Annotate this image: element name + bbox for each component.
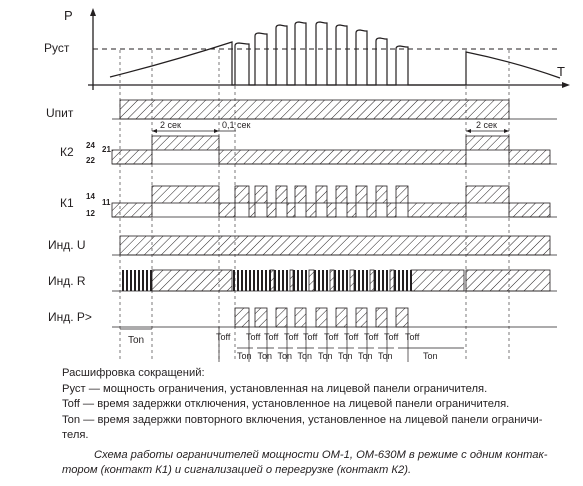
delay-2s-first: 2 сек [160, 120, 181, 130]
ind-u-block [120, 236, 550, 255]
k2-low-2 [219, 150, 466, 164]
ind-r-blink-first [142, 270, 144, 291]
k1-on-1 [255, 186, 267, 203]
k1-low-2 [219, 203, 235, 217]
k1-off-2 [287, 203, 295, 217]
ind-r-steady-7 [350, 270, 354, 291]
k2-pin-24: 24 [86, 141, 95, 150]
power-curve [110, 22, 560, 85]
ind-p-block-7 [376, 308, 387, 327]
toff-label-1: Toff [246, 332, 261, 342]
ind-r-steady-8 [370, 270, 374, 291]
ind-r-steady-4 [290, 270, 293, 291]
k1-high-1 [152, 186, 219, 203]
toff-label-4: Toff [303, 332, 318, 342]
ind-r-blink-0 [249, 270, 251, 291]
ind-r-label: Инд. R [48, 274, 86, 288]
ind-r-blink-8 [398, 270, 400, 291]
ind-p-block-4 [316, 308, 327, 327]
ind-r-blink-3 [301, 270, 303, 291]
k1-off-1 [267, 203, 276, 217]
ton-label-1: Ton [257, 351, 273, 361]
ind-r-blink-5 [338, 270, 340, 291]
ind-p-label: Инд. P> [48, 310, 92, 324]
delay-2s-last-arrow-end [504, 129, 509, 133]
k1-pin-12: 12 [86, 209, 95, 218]
ind-r-blink-7 [386, 270, 388, 291]
legend-ton: Ton — время задержки повторного включения, установленное на лицевой панели ограничи-теля. [62, 413, 543, 442]
k1-on-2 [276, 186, 287, 203]
ind-r-blink-2 [274, 270, 276, 291]
ind-r-blink-first [130, 270, 132, 291]
k2-high [152, 136, 219, 150]
ind-r-blink-5 [342, 270, 344, 291]
power-plot [44, 8, 570, 90]
ind-r-steady-10 [411, 270, 464, 291]
ton-label-3: Ton [297, 351, 313, 361]
ind-p-block-2 [276, 308, 287, 327]
ind-r-blink-2 [282, 270, 284, 291]
toff-label-8: Toff [384, 332, 399, 342]
ind-r-steady-6 [330, 270, 334, 291]
k1-pin-14: 14 [86, 192, 95, 201]
k1-on-5 [336, 186, 347, 203]
toff-label-7: Toff [364, 332, 379, 342]
k1-on-7 [376, 186, 387, 203]
toff-label-3: Toff [284, 332, 299, 342]
ind-r-blink-8 [402, 270, 404, 291]
ind-r-blink-3 [297, 270, 299, 291]
k1-off-7 [387, 203, 396, 217]
ind-r-blink-1 [253, 270, 255, 291]
ind-r-blink-0 [237, 270, 239, 291]
k1-off-4 [327, 203, 336, 217]
k1-high-end [466, 186, 509, 203]
toff-label-6: Toff [344, 332, 359, 342]
ind-r-blink-7 [382, 270, 384, 291]
ind-r-blink-1 [265, 270, 267, 291]
ind-r-blink-7 [378, 270, 380, 291]
k1-off-3 [306, 203, 316, 217]
ton-label-2: Ton [277, 351, 293, 361]
delay-2s-first-arrow [152, 129, 157, 133]
ind-r-blink-4 [318, 270, 320, 291]
ton-label-0: Ton [237, 351, 252, 361]
time-marks [120, 327, 464, 362]
ind-p-block-5 [336, 308, 347, 327]
ind-r-steady-end [466, 270, 550, 291]
k1-on-8 [396, 186, 408, 203]
ind-r-blink-8 [394, 270, 396, 291]
t-axis-arrow [562, 82, 570, 88]
ind-p-block-0 [235, 308, 249, 327]
ind-r-blink-2 [278, 270, 280, 291]
k1-on-6 [356, 186, 367, 203]
ind-r-blink-0 [233, 270, 235, 291]
ton-label-5: Ton [338, 351, 353, 361]
toff-label-9: Toff [405, 332, 420, 342]
ind-r-blink-4 [322, 270, 324, 291]
ton-label-6: Ton [358, 351, 373, 361]
k2-high-2 [466, 136, 509, 150]
ind-r-blink-0 [241, 270, 243, 291]
ind-r-blink-1 [261, 270, 263, 291]
k2-low-1 [112, 150, 152, 164]
ind-r-blink-5 [334, 270, 336, 291]
ind-r-blink-1 [257, 270, 259, 291]
k1-pin-11: 11 [102, 198, 111, 207]
ind-r-blink-4 [326, 270, 328, 291]
annotations [152, 120, 509, 133]
k1-off-0 [249, 203, 255, 217]
k1-off-6 [367, 203, 376, 217]
k1-label: К1 [60, 196, 74, 210]
ind-r-blink-5 [346, 270, 348, 291]
ind-r-blink-7 [374, 270, 376, 291]
ind-r-steady-1 [152, 270, 232, 291]
ind-r-blink-8 [406, 270, 408, 291]
k2-pin-21: 21 [102, 145, 111, 154]
t-axis-label: T [557, 64, 565, 79]
k2-low-3 [509, 150, 550, 164]
ind-p-block-6 [356, 308, 367, 327]
ton-label-4: Ton [318, 351, 333, 361]
ind-r-blink-6 [358, 270, 360, 291]
signal-blocks [112, 100, 550, 327]
delay-2s-last-arrow [466, 129, 471, 133]
legend-heading: Расшифровка сокращений: [62, 367, 205, 379]
k1-on-3 [295, 186, 306, 203]
p-axis-arrow [90, 8, 96, 16]
ind-r-blink-0 [245, 270, 247, 291]
toff-label-5: Toff [324, 332, 339, 342]
ind-r-blink-first [134, 270, 136, 291]
k1-off-5 [347, 203, 356, 217]
u-pit-block [120, 100, 509, 119]
u-pit-label: Uпит [46, 106, 74, 120]
ind-r-steady-5 [309, 270, 314, 291]
p-set-label: Pуст [44, 41, 70, 55]
ind-r-blink-first [138, 270, 140, 291]
ind-r-blink-3 [293, 270, 295, 291]
ind-r-steady-3 [270, 270, 274, 291]
ton-label-7: Ton [378, 351, 393, 361]
ind-r-blink-3 [305, 270, 307, 291]
k2-pin-22: 22 [86, 156, 95, 165]
abbreviations-legend [62, 366, 562, 444]
ton-label-8: Ton [423, 351, 438, 361]
p-axis-label: P [64, 8, 73, 23]
delay-01s: 0,1 сек [222, 120, 251, 130]
ind-p-block-3 [295, 308, 306, 327]
k1-low-1 [112, 203, 152, 217]
signal-labels [46, 106, 111, 324]
ind-r-blink-4 [314, 270, 316, 291]
ind-r-blink-first [126, 270, 128, 291]
ton-first-label: Ton [128, 335, 145, 346]
k2-label: К2 [60, 145, 74, 159]
ind-r-blink-first [122, 270, 124, 291]
ind-r-blink-first [146, 270, 148, 291]
k1-on-0 [235, 186, 249, 203]
ind-r-blink-6 [354, 270, 356, 291]
toff-label-2: Toff [264, 332, 279, 342]
ind-u-label: Инд. U [48, 238, 86, 252]
ind-r-blink-6 [366, 270, 368, 291]
toff-label-0: Toff [216, 332, 231, 342]
k1-off-8 [408, 203, 466, 217]
k1-low-end [509, 203, 550, 217]
delay-2s-last: 2 сек [476, 120, 497, 130]
ind-r-blink-6 [362, 270, 364, 291]
ind-r-blink-2 [286, 270, 288, 291]
ind-r-steady-9 [390, 270, 394, 291]
figure-caption: Схема работы ограничителей мощности ОМ-1, ОМ-630М в режиме с одним контак-тором (контакт К1) и сигнализацией о перегрузке (контакт К2). [62, 449, 548, 476]
ind-p-block-8 [396, 308, 408, 327]
k1-on-4 [316, 186, 327, 203]
legend-p-set: Руст — мощность ограничения, установленная на лицевой панели ограничителя. [62, 382, 488, 395]
ind-p-block-1 [255, 308, 267, 327]
legend-toff: Toff — время задержки отключения, установленное на лицевой панели ограничителя. [62, 398, 510, 411]
